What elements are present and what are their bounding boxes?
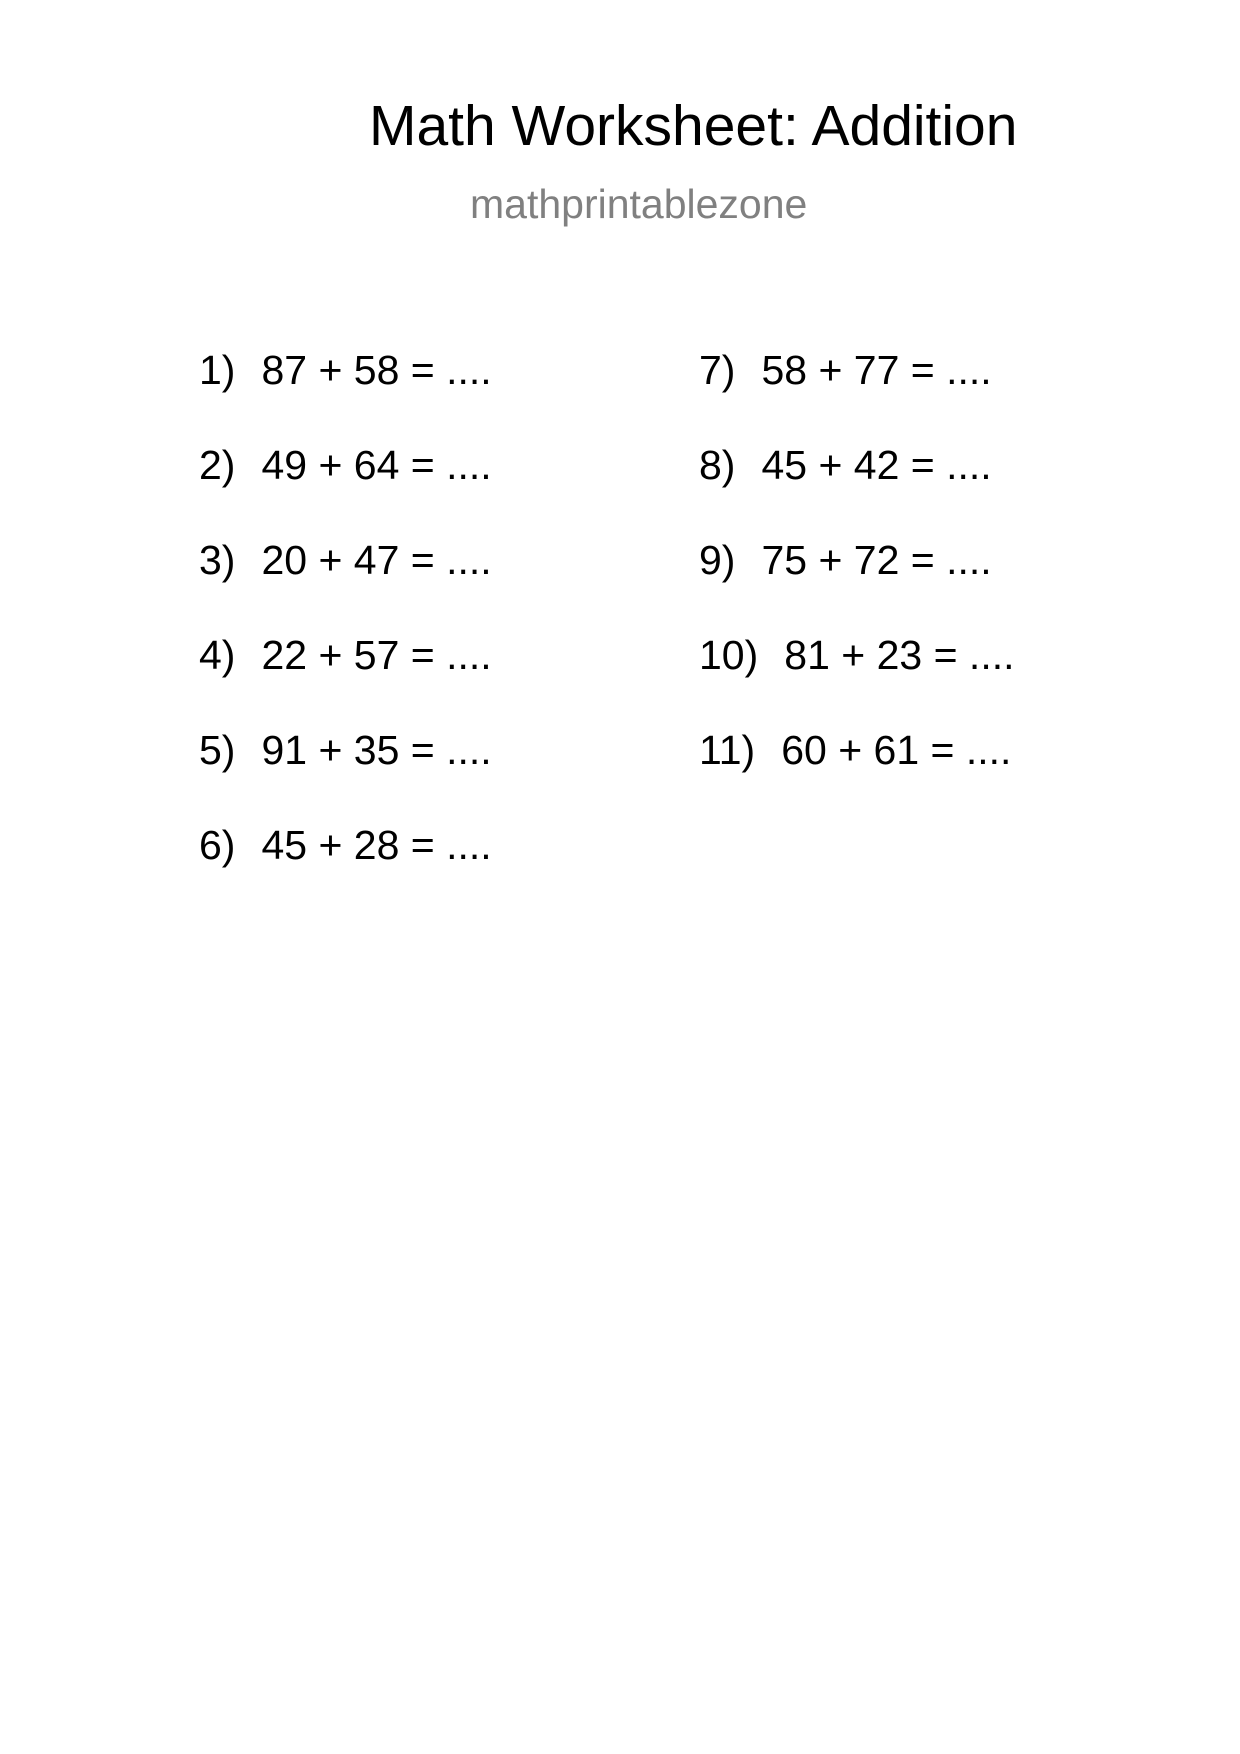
problem-expression: 49 + 64 = ....	[261, 442, 492, 488]
problem-item	[199, 632, 492, 730]
problem-number: 4)	[199, 632, 236, 678]
problem-number: 10)	[699, 632, 759, 678]
problem-number: 1)	[199, 347, 236, 393]
problem-expression: 81 + 23 = ....	[784, 632, 1015, 678]
problem-number: 7)	[699, 347, 736, 393]
problem-column-left	[199, 347, 492, 920]
problem-number: 3)	[199, 537, 236, 583]
problem-number: 6)	[199, 822, 236, 868]
problem-expression: 87 + 58 = ....	[261, 347, 492, 393]
problem-number: 2)	[199, 442, 236, 488]
problem-expression: 60 + 61 = ....	[781, 727, 1012, 773]
problem-column-right	[699, 347, 1015, 825]
problem-item	[699, 727, 1015, 825]
page-title: Math Worksheet: Addition	[369, 94, 1018, 158]
problem-number: 5)	[199, 727, 236, 773]
problem-number: 8)	[699, 442, 736, 488]
problem-expression: 45 + 28 = ....	[261, 822, 492, 868]
problem-item	[199, 822, 492, 920]
problem-item	[199, 347, 492, 445]
problem-item	[699, 537, 1015, 635]
problem-item	[699, 632, 1015, 730]
problem-item	[699, 442, 1015, 540]
problem-expression: 91 + 35 = ....	[261, 727, 492, 773]
problem-expression: 45 + 42 = ....	[761, 442, 992, 488]
problem-item	[699, 347, 1015, 445]
problem-item	[199, 442, 492, 540]
page-subtitle: mathprintablezone	[470, 181, 808, 227]
problem-expression: 22 + 57 = ....	[261, 632, 492, 678]
problem-item	[199, 537, 492, 635]
problem-expression: 75 + 72 = ....	[761, 537, 992, 583]
problem-expression: 20 + 47 = ....	[261, 537, 492, 583]
problem-number: 11)	[699, 727, 756, 773]
problem-item	[199, 727, 492, 825]
problem-expression: 58 + 77 = ....	[761, 347, 992, 393]
problem-number: 9)	[699, 537, 736, 583]
